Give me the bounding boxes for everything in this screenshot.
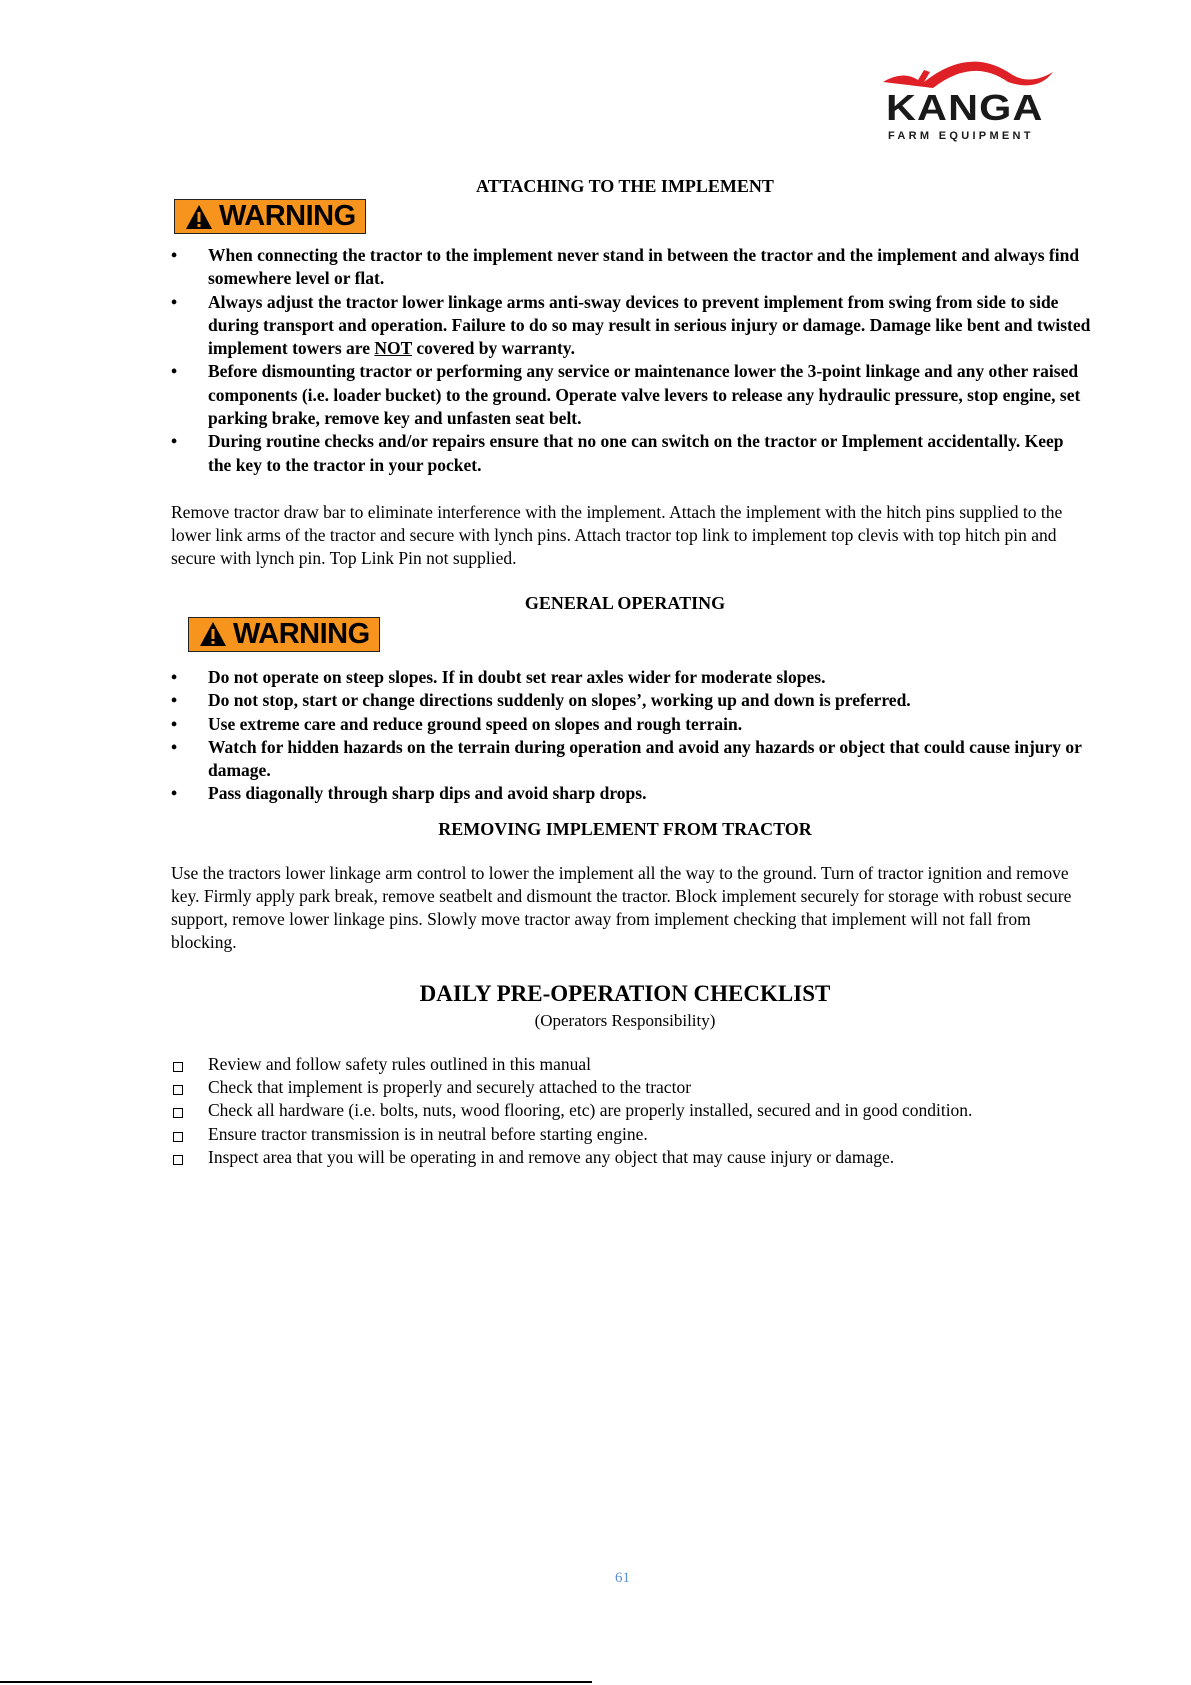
section-title-general: GENERAL OPERATING xyxy=(524,592,726,613)
attaching-warning-list xyxy=(171,244,1091,477)
warning-label xyxy=(188,617,380,652)
checklist-item[interactable]: Review and follow safety rules outlined in this manual xyxy=(171,1053,1091,1076)
checklist-item[interactable]: Check all hardware (i.e. bolts, nuts, wood flooring, etc) are properly installed, secured and in good condition. xyxy=(171,1099,1091,1122)
section-title-checklist: DAILY PRE-OPERATION CHECKLIST xyxy=(419,980,831,1006)
warning-label xyxy=(174,199,366,234)
checklist-item[interactable]: Check that implement is properly and securely attached to the tractor xyxy=(171,1076,1091,1099)
warning-text: WARNING xyxy=(233,617,370,650)
checklist-item[interactable]: Inspect area that you will be operating in and remove any object that may cause injury or damage. xyxy=(171,1146,1091,1169)
list-item: • Watch for hidden hazards on the terrain during operation and avoid any hazards or object that could cause injury or damage. xyxy=(171,736,1091,783)
kangaroo-swoosh-icon xyxy=(878,52,1068,90)
checklist-item[interactable]: Ensure tractor transmission is in neutral before starting engine. xyxy=(171,1123,1091,1146)
list-item: • During routine checks and/or repairs ensure that no one can switch on the tractor or Implement accidentally. Keep the key to the tractor in your pocket. xyxy=(171,430,1091,477)
page-number: 61 xyxy=(615,1570,630,1586)
list-item: • Use extreme care and reduce ground speed on slopes and rough terrain. xyxy=(171,713,1091,736)
list-item: • Always adjust the tractor lower linkage arms anti-sway devices to prevent implement from swing from side to side during transport and operation. Failure to do so may result in serious injury or damage. Damage like bent and twisted implement towers are NOT covered by warranty. xyxy=(171,291,1091,361)
list-item: • Do not stop, start or change directions suddenly on slopes’, working up and down is preferred. xyxy=(171,689,1091,712)
warning-triangle-icon xyxy=(199,621,227,647)
list-item: • When connecting the tractor to the implement never stand in between the tractor and the implement and always find somewhere level or flat. xyxy=(171,244,1091,291)
section-title-attaching: ATTACHING TO THE IMPLEMENT xyxy=(476,176,774,196)
underlined-not: NOT xyxy=(374,338,412,359)
list-item: • Do not operate on steep slopes. If in doubt set rear axles wider for moderate slopes. xyxy=(171,666,1091,689)
logo-tagline: FARM EQUIPMENT xyxy=(888,130,1034,142)
logo-brand: KANGA xyxy=(886,87,1044,128)
checklist xyxy=(171,1053,1091,1169)
warning-triangle-icon xyxy=(185,204,213,230)
page-content xyxy=(171,175,1091,1169)
removing-paragraph: Use the tractors lower linkage arm control to lower the implement all the way to the ground. Turn of tractor ignition and remove key. Firmly apply park break, remove seatbelt and dismount the tractor. Block implement securely for storage with robust secure support, remove lower linkage pins. Slowly move tractor away from implement checking that implement will not fall from blocking. xyxy=(171,862,1072,952)
general-warning-list xyxy=(171,666,1091,806)
warning-text: WARNING xyxy=(219,200,356,232)
checklist-subtitle: (Operators Responsibility) xyxy=(534,1010,716,1030)
list-item: • Pass diagonally through sharp dips and avoid sharp drops. xyxy=(171,782,1091,805)
attaching-paragraph: Remove tractor draw bar to eliminate interference with the implement. Attach the implement with the hitch pins supplied to the lower link arms of the tractor and secure with lynch pins. Attach tractor top link to implement top clevis with top hitch pin and secure with lynch pin. Top Link Pin not supplied. xyxy=(171,501,1063,568)
bottom-rule xyxy=(0,1681,592,1683)
kanga-logo xyxy=(878,52,1068,147)
section-title-removing: REMOVING IMPLEMENT FROM TRACTOR xyxy=(438,818,812,839)
list-item: • Before dismounting tractor or performing any service or maintenance lower the 3-point linkage and any other raised components (i.e. loader bucket) to the ground. Operate valve levers to release any hydraulic pressure, stop engine, set parking brake, remove key and unfasten seat belt. xyxy=(171,360,1091,430)
